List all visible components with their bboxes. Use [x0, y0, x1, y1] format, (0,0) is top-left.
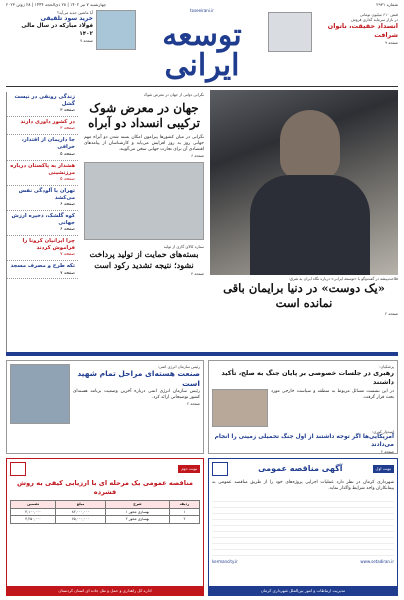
photo-story-kicker: فلاحت‌پیشه در گفت‌وگو با «توسعه ایرانی» درباره نگاه ایران به شرق: [288, 276, 398, 281]
news-sidebar [6, 92, 78, 352]
ad-left-title: مناقصه عمومی یک مرحله ای با ارزیابی کیفی به روش فشرده [16, 479, 193, 496]
sidebar-item[interactable] [7, 186, 78, 211]
tender-ad-kerman[interactable] [208, 458, 398, 596]
sidebar-item-title: تهران با آلودگی نفس می‌کشد [18, 187, 75, 201]
photo-story[interactable] [210, 276, 398, 348]
main-story-headline: جهان در معرض شوک ترکیبی انسداد دو آبراه [88, 101, 200, 131]
table-row [11, 516, 200, 524]
sidebar-item[interactable] [7, 211, 78, 236]
portrait-head [280, 110, 340, 180]
photo-story-jump: صفحه ۲ [385, 311, 398, 316]
ad-notice-badge: نوبت دوم [178, 465, 200, 472]
sidebar-item-title: جا داریمان از اقتدار، خرافی [21, 137, 75, 151]
table-cell: ۱ [169, 508, 199, 516]
politics-headline: رهبری در جلسات خصوصی بر پایان جنگ به صلح، تأکید داشتند [221, 369, 394, 386]
politics-sub-kicker: امیدوار کوری: [371, 428, 394, 434]
teaser-line: قبض ۶۱۰ میلیون تومانی [359, 12, 398, 17]
main-story-kicker: نگرانی دولتی از جهان در معرض شوک [143, 92, 204, 97]
ad-right-body [212, 496, 394, 556]
sidebar-item-title: چرا ایرانیان کرونا را فراموش کردند [22, 238, 75, 252]
sidebar-item-jump: صفحه ۳ [60, 126, 75, 132]
issue-number: شماره ۲۹۳۱ [376, 2, 398, 7]
politics-story[interactable] [208, 360, 398, 454]
sidebar-item-title: کوه گلشک، ذخیره ارزش جهانی [11, 212, 75, 227]
sidebar-item[interactable] [7, 92, 78, 117]
table-cell: ۸۲,۰۰۰,۰۰۰ [56, 508, 106, 516]
table-cell: بهسازی محور ۱ [106, 508, 170, 516]
teaser-headline: انسداد حقیقت، ناتوان شرافت [327, 22, 398, 40]
sidebar-item-jump: صفحه ۵ [60, 151, 75, 157]
sidebar-item[interactable] [7, 261, 78, 279]
sidebar-item[interactable] [7, 236, 78, 261]
sidebar-item-jump: صفحه ۶ [60, 202, 75, 208]
sidebar-item-title: زندگی رونقی در نیست گشل [14, 94, 75, 108]
sidebar-item-jump: صفحه ۶ [60, 227, 75, 233]
ad-right-title: آگهی مناقصه عمومی [258, 463, 343, 473]
ministry-logo-icon [10, 462, 26, 476]
sidebar-item-jump: صفحه ۷ [60, 252, 75, 258]
teaser-line: در بازار سرمایه گذاری فروش [351, 17, 398, 23]
table-row [11, 508, 200, 516]
top-right-teaser[interactable] [268, 12, 398, 82]
table-header: شرح [106, 500, 170, 508]
nuclear-kicker: رئیس سازمان انرژی اتمی: [157, 364, 200, 369]
second-story-headline[interactable]: بسته‌های حمایت از تولید پرداخت نشود؛ نتیجه تشدید رکود است [89, 249, 199, 270]
section-divider [6, 352, 398, 356]
main-story-lead: نگرانی در میان کشورها پیرامون امکان بسته شدن دو آبراه مهم جهانی روز به روز افزایش می‌یابد و کارشناسان از پیامدهای اقتصادی آن برای تجارت جهانی سخن می‌گویند. [84, 135, 204, 152]
ad-notice-badge: نوبت اول [373, 465, 394, 472]
sidebar-item-title: در کشور داوری دارند [20, 119, 75, 126]
main-story-jump: صفحه ۶ [191, 152, 204, 158]
politics-text: در این نشست مسائل مربوط به منطقه و سیاست خارجی مورد بحث قرار گرفت. [271, 388, 394, 400]
nuclear-photo [10, 364, 70, 424]
politics-jump: صفحه ۲ [381, 449, 394, 455]
teaser-jump: صفحه ۹ [385, 39, 398, 45]
table-cell: ۲ [169, 516, 199, 524]
sidebar-item-jump: صفحه ۳ [60, 108, 75, 114]
sidebar-item-title: تکه طرح و مصرف مسجد [10, 263, 75, 270]
teaser-photo [96, 10, 136, 50]
issue-date: چهارشنبه ۷ تیر ۱۴۰۲ | ۲۸ ذی‌الحجه ۱۴۴۴ | ۲۸ ژوئن ۲۰۲۳ [6, 2, 107, 7]
tender-table [10, 500, 200, 525]
portrait-body [250, 175, 370, 275]
logo-block [150, 8, 254, 84]
main-story[interactable] [84, 92, 204, 354]
main-photo [210, 90, 398, 275]
header-rule [6, 86, 398, 87]
site-url: toseeirani.ir [190, 8, 214, 13]
politics-kicker: پزشکیان: [379, 364, 394, 369]
table-cell: ۴,۱۰۰,۰۰۰ [11, 508, 56, 516]
sidebar-item[interactable] [7, 135, 78, 160]
sidebar-item[interactable] [7, 117, 78, 135]
table-cell: ۶۵,۰۰۰,۰۰۰ [56, 516, 106, 524]
top-left-teaser[interactable] [6, 10, 136, 80]
nuclear-headline: صنعت هسته‌ای مراحل تمام شهید است [77, 369, 200, 389]
table-cell: ۳,۲۵۰,۰۰۰ [11, 516, 56, 524]
nuclear-jump: صفحه ۲ [187, 401, 200, 407]
table-header: مبلغ [56, 500, 106, 508]
table-header: ردیف [169, 500, 199, 508]
photo-story-headline: «یک دوست» در دنیا برایمان باقی نمانده است [223, 281, 385, 311]
sidebar-item-jump: صفحه ۵ [60, 176, 75, 182]
municipality-logo-icon [212, 462, 228, 476]
ad-right-footer: مدیریت ارتباطات و امور بین‌الملل شهرداری کرمان [209, 586, 397, 595]
tender-ad-kurdistan[interactable] [6, 458, 204, 596]
table-cell: بهسازی محور ۲ [106, 516, 170, 524]
teaser-line: آیا ماشین جدید می‌آید؟ [56, 10, 93, 15]
sidebar-item[interactable] [7, 161, 78, 186]
second-story-kicker: ستاره کالای گازی از تولید [163, 244, 204, 250]
politics-sub-headline: آمریکایی‌ها اگر توجه داشتند از اول جنگ تحمیلی زمینی را انجام می‌دادند [214, 433, 394, 448]
teaser-jump: صفحه ۷ [80, 38, 93, 44]
ad-left-footer: اداره کل راهداری و حمل و نقل جاده ای استان کردستان [7, 586, 203, 595]
ad-right-text: شهرداری کرمان در نظر دارد عملیات اجرایی پروژه‌های خود را از طریق مناقصه عمومی به پیمانکاران واجد شرایط واگذار نماید. [212, 480, 394, 491]
politics-photo [212, 389, 268, 427]
ad-website-link[interactable]: kermancity.ir [212, 558, 238, 564]
table-header: تضمین [11, 500, 56, 508]
teaser-subline: فولاد مبارکه در سال مالی ۱۴۰۲ [21, 23, 93, 37]
second-story-jump: صفحه ۴ [191, 270, 204, 276]
teaser-headline: خرید سود تلقیقی [40, 15, 93, 23]
sidebar-item-title: هشدار به پاکستان درباره مرزنشینی [10, 162, 75, 176]
nuclear-text: رئیس سازمان انرژی اتمی درباره آخرین وضعیت برنامه هسته‌ای کشور توضیحاتی ارائه کرد. [73, 389, 200, 401]
sidebar-item-jump: صفحه ۷ [60, 270, 75, 276]
main-story-photo [84, 162, 204, 240]
ad-website-link[interactable]: www.setadiran.ir [360, 558, 394, 564]
teaser-photo [268, 12, 312, 52]
nuclear-story[interactable] [6, 360, 204, 454]
newspaper-logo: توسعه ایرانی [162, 18, 242, 84]
